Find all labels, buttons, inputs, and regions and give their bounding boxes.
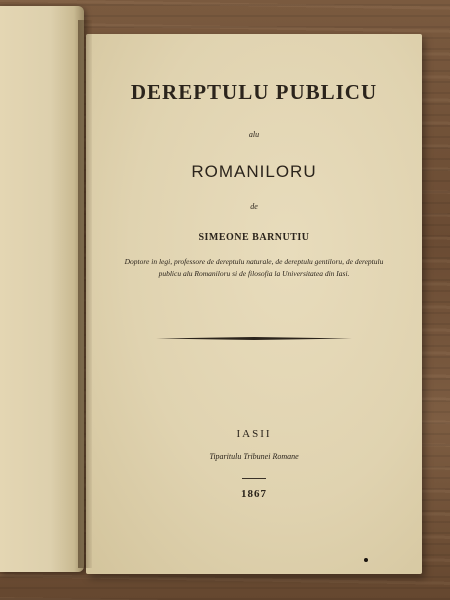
imprint-printer: Tiparitulu Tribunei Romane bbox=[209, 452, 299, 461]
imprint-divider bbox=[242, 478, 266, 479]
ink-speck bbox=[364, 558, 368, 562]
imprint-year: 1867 bbox=[241, 488, 267, 500]
author-credentials: Doptore in legi, professore de dereptulu naturale, de dereptulu gentiloru, de dereptulu publicu alu Romaniloru si de filosofia la Universitatea din Iasi. bbox=[124, 257, 384, 278]
connector-alu: alu bbox=[248, 130, 260, 139]
connector-de: de bbox=[250, 202, 258, 211]
title-page bbox=[86, 34, 422, 574]
ornamental-rule bbox=[156, 337, 352, 340]
book-subtitle: ROMANILORU bbox=[191, 162, 317, 181]
book-title: DEREPTULU PUBLICU bbox=[130, 80, 378, 104]
imprint-place: IASII bbox=[236, 428, 272, 440]
author-name: SIMEONE BARNUTIU bbox=[198, 232, 310, 243]
left-page bbox=[0, 6, 84, 572]
